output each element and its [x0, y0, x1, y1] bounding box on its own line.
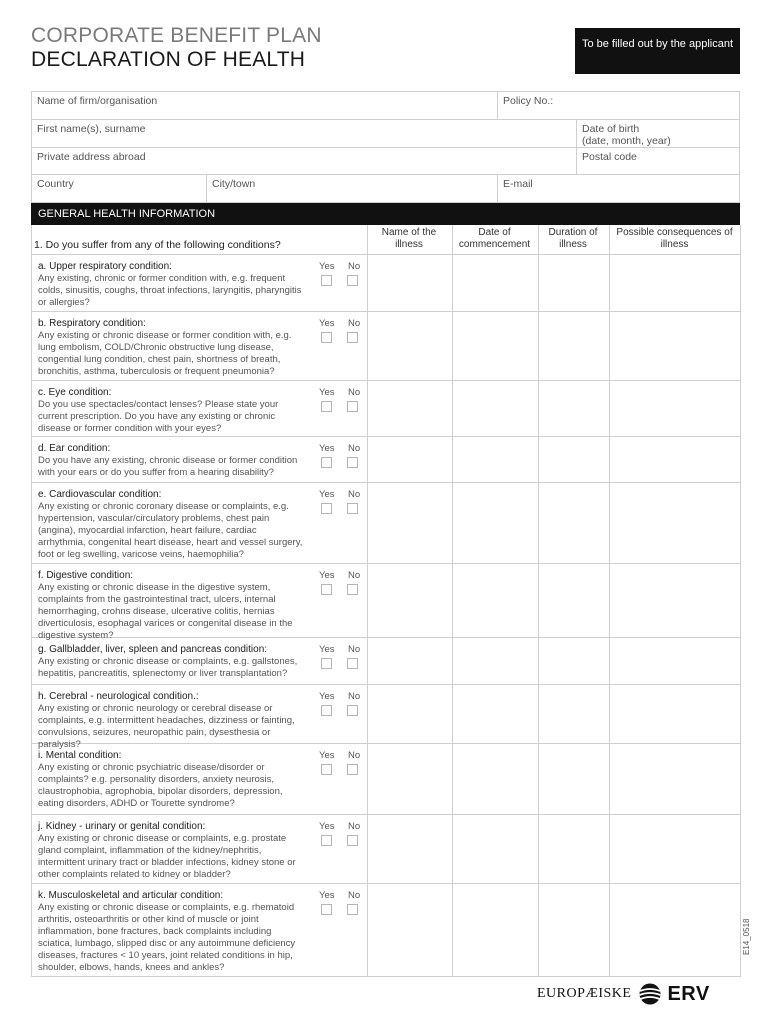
section-title: GENERAL HEALTH INFORMATION	[38, 208, 216, 220]
condition-row	[31, 744, 740, 815]
address-field[interactable]	[31, 147, 577, 175]
condition-row	[31, 884, 740, 977]
name-label: First name(s), surname	[37, 123, 146, 135]
no-label: No	[348, 644, 361, 655]
firm-field[interactable]	[31, 91, 498, 120]
country-field[interactable]	[31, 174, 207, 203]
no-checkbox[interactable]	[347, 457, 358, 468]
yes-checkbox[interactable]	[321, 503, 332, 514]
condition-description: Any existing or chronic disease or complaints, e.g. prostate gland complaint, inflammation of the kidney/nephritis, intermittent urinary tract or bladder infections, kidney stone or other complaints related to kidney or bladder?	[38, 833, 296, 880]
condition-row	[31, 815, 740, 884]
condition-title: d. Ear condition:	[38, 443, 111, 454]
no-label: No	[348, 570, 361, 581]
no-label: No	[348, 443, 361, 454]
section-header	[31, 203, 740, 225]
yes-checkbox[interactable]	[321, 705, 332, 716]
yes-label: Yes	[319, 261, 335, 272]
city-label: City/town	[212, 178, 256, 190]
yes-checkbox[interactable]	[321, 658, 332, 669]
yes-label: Yes	[319, 443, 335, 454]
applicant-note: To be filled out by the applicant	[581, 38, 734, 50]
no-checkbox[interactable]	[347, 503, 358, 514]
dob-hint: (date, month, year)	[582, 135, 671, 147]
yes-label: Yes	[319, 644, 335, 655]
yes-checkbox[interactable]	[321, 332, 332, 343]
condition-row	[31, 638, 740, 685]
brand-logo	[537, 983, 710, 1005]
no-label: No	[348, 318, 361, 329]
condition-row	[31, 483, 740, 564]
condition-description: Any existing or chronic disease or former condition with, e.g. lung embolism, COLD/Chronic obstructive lung disease, congential lung condition, chest pain, shortness of breath, bronchitis, asthma, tuberculosis or frequent pneumonia?	[38, 330, 292, 377]
condition-title: h. Cerebral - neurological condition.:	[38, 691, 199, 702]
yes-checkbox[interactable]	[321, 401, 332, 412]
condition-description: Any existing, chronic or former condition with, e.g. frequent colds, sinusitis, coughs, throat infections, laryngitis, pharyngitis or allergies?	[38, 273, 302, 308]
address-label: Private address abroad	[37, 151, 146, 163]
yes-label: Yes	[319, 750, 335, 761]
condition-title: c. Eye condition:	[38, 387, 112, 398]
form-title-line2: DECLARATION OF HEALTH	[31, 48, 306, 71]
brand-text: EUROPÆISKE	[537, 986, 632, 1001]
no-label: No	[348, 387, 361, 398]
no-checkbox[interactable]	[347, 401, 358, 412]
policy-field[interactable]	[497, 91, 740, 120]
condition-title: i. Mental condition:	[38, 750, 122, 761]
no-checkbox[interactable]	[347, 764, 358, 775]
no-label: No	[348, 691, 361, 702]
form-code: E14_0518	[742, 918, 751, 955]
no-label: No	[348, 821, 361, 832]
condition-title: b. Respiratory condition:	[38, 318, 146, 329]
yes-checkbox[interactable]	[321, 835, 332, 846]
condition-row	[31, 564, 740, 641]
email-label: E-mail	[503, 178, 533, 190]
applicant-note-box	[575, 28, 740, 74]
dob-field[interactable]	[576, 119, 740, 148]
condition-title: j. Kidney - urinary or genital condition:	[38, 821, 206, 832]
table-right-border	[740, 225, 741, 977]
yes-label: Yes	[319, 318, 335, 329]
yes-label: Yes	[319, 890, 335, 901]
condition-description: Any existing or chronic disease in the digestive system, complaints from the gastrointestinal tract, ulcers, internal hemorrhaging, crohns disease, ulcerative colitis, hernias diverticulosis, esophagal varices or congenital disease in the digestive system?	[38, 582, 293, 641]
yes-label: Yes	[319, 821, 335, 832]
firm-label: Name of firm/organisation	[37, 95, 158, 107]
no-label: No	[348, 489, 361, 500]
yes-label: Yes	[319, 570, 335, 581]
condition-description: Do you use spectacles/contact lenses? Please state your current prescription. Do you have any existing or chronic disease or former condition with your eyes?	[38, 399, 279, 434]
yes-label: Yes	[319, 489, 335, 500]
name-field[interactable]	[31, 119, 577, 148]
no-label: No	[348, 750, 361, 761]
col-date-of-commencement: Date of commencement	[458, 227, 531, 250]
condition-title: e. Cardiovascular condition:	[38, 489, 162, 500]
postal-field[interactable]	[576, 147, 740, 175]
condition-row	[31, 437, 740, 483]
col-duration-of-illness: Duration of illness	[548, 227, 598, 250]
policy-label: Policy No.:	[503, 95, 554, 107]
brand-short: ERV	[667, 982, 710, 1005]
no-checkbox[interactable]	[347, 275, 358, 286]
no-label: No	[348, 890, 361, 901]
yes-checkbox[interactable]	[321, 275, 332, 286]
email-field[interactable]	[497, 174, 740, 203]
condition-description: Any existing or chronic disease or complaints, e.g. rhematoid arthritis, osteoarthritis or other kind of muscle or joint inflammation, bone fractures, back complaints including sciatica, lumbago, slipped disc or any autoimmune deficiency diseases, fractures < 10 years, joint related conditions in hip, shoulder, elbows, hands, knees and ankles?	[38, 902, 296, 973]
dob-label: Date of birth	[582, 123, 640, 135]
no-checkbox[interactable]	[347, 705, 358, 716]
postal-label: Postal code	[582, 151, 637, 163]
no-checkbox[interactable]	[347, 332, 358, 343]
condition-description: Any existing or chronic neurology or cerebral disease or complaints, e.g. intermittent headaches, dizziness or fainting, convulsions, seizures, neuropathic pain, dysesthesia or paralysis?	[38, 703, 295, 750]
condition-row	[31, 381, 740, 437]
condition-title: g. Gallbladder, liver, spleen and pancreas condition:	[38, 644, 268, 655]
no-checkbox[interactable]	[347, 904, 358, 915]
erv-globe-icon	[637, 983, 663, 1005]
no-checkbox[interactable]	[347, 835, 358, 846]
condition-description: Any existing or chronic psychiatric disease/disorder or complaints? e.g. personality disorders, anxiety neurosis, claustrophobia, agrophobia, bipolar disorders, depression, eating disorders, ADHD or Tourette syndrome?	[38, 762, 283, 809]
yes-checkbox[interactable]	[321, 584, 332, 595]
yes-label: Yes	[319, 387, 335, 398]
form-title-line1: CORPORATE BENEFIT PLAN	[31, 24, 322, 47]
yes-checkbox[interactable]	[321, 764, 332, 775]
col-name-of-illness: Name of the illness	[381, 227, 437, 250]
yes-checkbox[interactable]	[321, 457, 332, 468]
condition-description: Any existing or chronic coronary disease or complaints, e.g. hypertension, vascular/circulatory problems, chest pain (angina), myocardial infarction, heart failure, cardiac arrhythmia, congenital heart disease, heart and vessel surgery, foot or leg swelling, varicose veins, haemophilia?	[38, 501, 303, 560]
condition-row	[31, 685, 740, 750]
condition-description: Do you have any existing, chronic disease or former condition with your ears or do you suffer from a hearing disability?	[38, 455, 298, 478]
yes-label: Yes	[319, 691, 335, 702]
country-label: Country	[37, 178, 74, 190]
condition-title: f. Digestive condition:	[38, 570, 134, 581]
col-possible-consequences: Possible consequences of illness	[616, 227, 733, 250]
city-field[interactable]	[206, 174, 498, 203]
condition-title: k. Musculoskeletal and articular condition:	[38, 890, 224, 901]
no-label: No	[348, 261, 361, 272]
condition-row	[31, 312, 740, 381]
question-header-row	[31, 225, 740, 255]
yes-checkbox[interactable]	[321, 904, 332, 915]
condition-title: a. Upper respiratory condition:	[38, 261, 172, 272]
no-checkbox[interactable]	[347, 584, 358, 595]
condition-description: Any existing or chronic disease or complaints, e.g. gallstones, hepatitis, pancreatitis, splenectomy or liver transplantation?	[38, 656, 298, 679]
condition-row	[31, 255, 740, 312]
no-checkbox[interactable]	[347, 658, 358, 669]
question-1: 1. Do you suffer from any of the following conditions?	[34, 239, 281, 251]
